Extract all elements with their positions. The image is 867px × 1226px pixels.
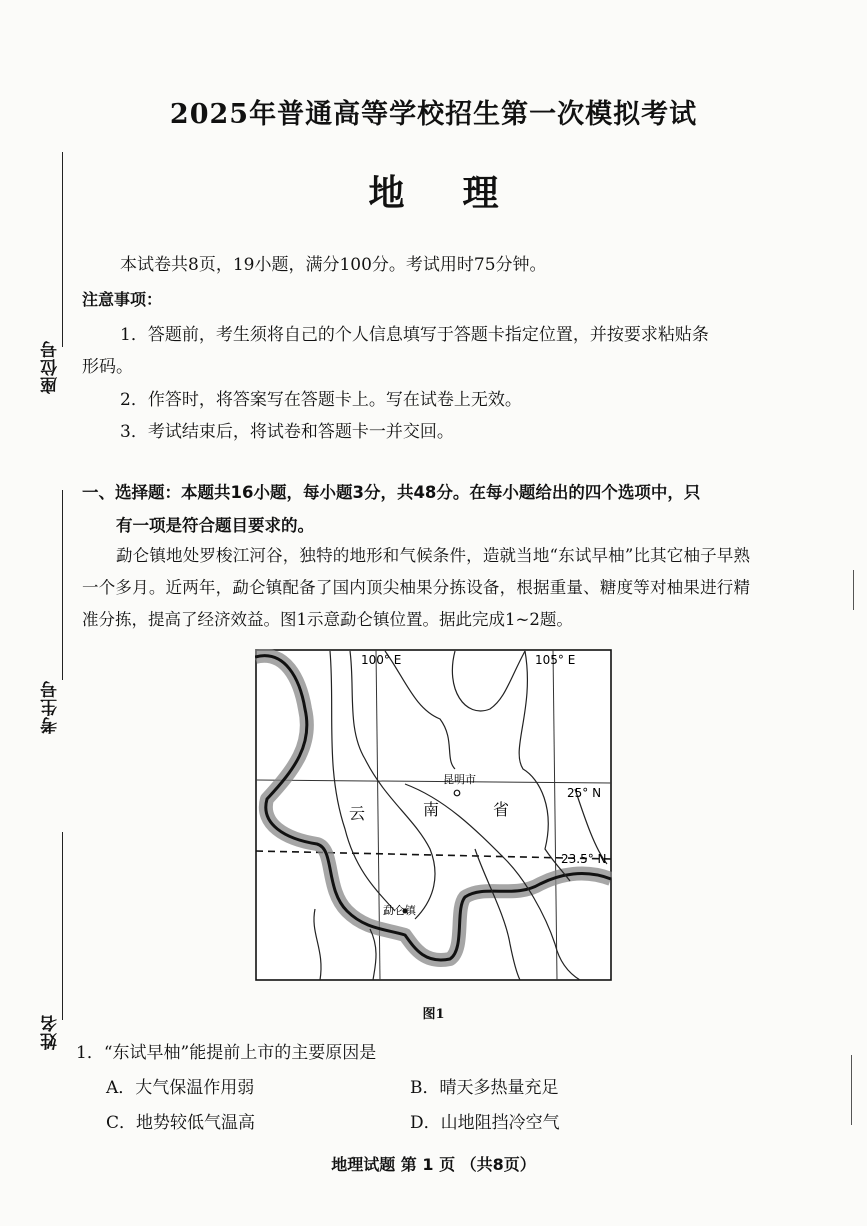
exam-intro: 本试卷共8页，19小题，满分100分。考试用时75分钟。: [120, 255, 547, 275]
seat-number-label: 座位号: [41, 340, 61, 394]
location-map: [255, 649, 612, 981]
option-a: A．大气保温作用弱: [106, 1078, 255, 1098]
notes-heading: 注意事项：: [82, 290, 163, 309]
note-item-continued: 形码。: [82, 357, 133, 377]
lon-label-105: 105° E: [535, 653, 576, 667]
city-label-kunming: 昆明市: [443, 773, 476, 786]
reading-passage: [82, 540, 750, 636]
province-char: 云: [349, 804, 366, 823]
province-char: 省: [493, 800, 510, 819]
section-heading-line: 一、选择题：本题共16小题，每小题3分，共48分。在每小题给出的四个选项中，只: [82, 483, 701, 502]
subject-title: 地理: [368, 172, 557, 214]
passage-text: 勐仑镇地处罗梭江河谷，独特的地形和气候条件，造就当地“东试早柚”比其它柚子早熟一个多月。近两年，勐仑镇配备了国内顶尖柚果分拣设备，根据重量、糖度等对柚果进行精准分拣，提高了经济效益。图1示意勐仑镇位置。据此完成1~2题。: [82, 546, 750, 629]
lat-label-23-5: 23.5° N: [561, 852, 607, 866]
option-b: B．晴天多热量充足: [410, 1078, 559, 1098]
question-1-stem: 1．“东试早柚”能提前上市的主要原因是: [76, 1043, 377, 1063]
lon-label-100: 100° E: [361, 653, 402, 667]
exam-title: 2025年普通高等学校招生第一次模拟考试: [169, 99, 698, 130]
right-edge-mark: [853, 570, 854, 610]
binding-line-middle: [62, 490, 63, 680]
page-footer: 地理试题 第 1 页 （共8页）: [331, 1155, 536, 1174]
note-item: 3．考试结束后，将试卷和答题卡一并交回。: [120, 422, 454, 442]
exam-number-label: 考生号: [41, 680, 61, 734]
option-c: C．地势较低气温高: [106, 1113, 256, 1133]
figure-caption: 图1: [422, 1007, 445, 1022]
binding-line-lower: [62, 832, 63, 1020]
province-char: 南: [423, 800, 440, 819]
name-label: 姓名: [41, 1014, 61, 1050]
town-label-menglun: 勐仑镇: [383, 904, 416, 917]
section-heading-line: 有一项是符合题目要求的。: [116, 516, 314, 535]
map-svg: [255, 649, 612, 981]
option-d: D．山地阻挡冷空气: [410, 1113, 560, 1133]
right-edge-mark-lower: [851, 1055, 852, 1125]
lat-label-25: 25° N: [567, 786, 602, 800]
section-heading: [82, 476, 762, 542]
note-item: 2．作答时，将答案写在答题卡上。写在试卷上无效。: [120, 390, 522, 410]
note-item: 1．答题前，考生须将自己的个人信息填写于答题卡指定位置，并按要求粘贴条: [120, 325, 709, 345]
